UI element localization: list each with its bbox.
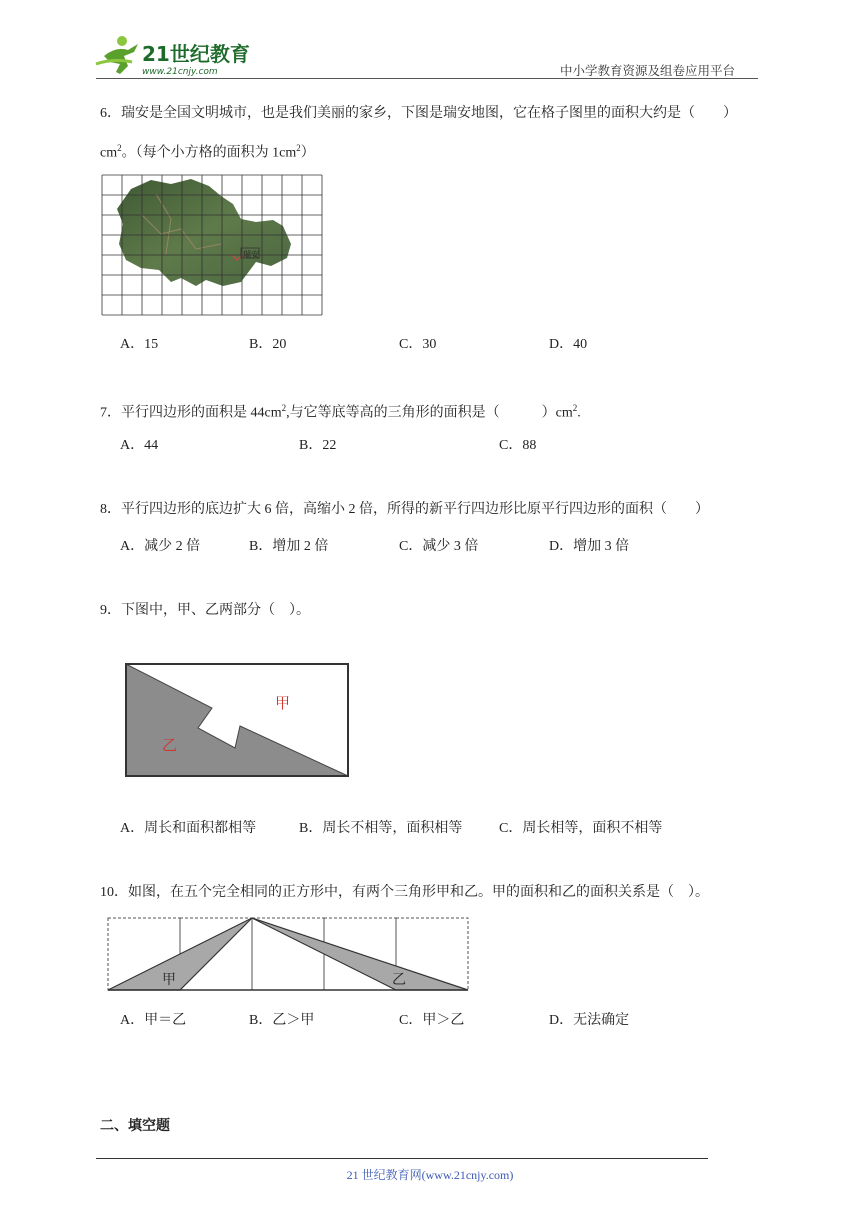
q9-figure	[120, 658, 352, 782]
q10-text: 10．如图，在五个完全相同的正方形中，有两个三角形甲和乙。甲的面积和乙的面积关系是（ ）。	[100, 885, 709, 900]
q6-option-b[interactable]: B．20	[249, 337, 287, 352]
q8-option-a[interactable]: A．减少 2 倍	[120, 539, 201, 554]
q6-map-label: 瑞安	[243, 250, 259, 259]
logo-runner-icon	[94, 34, 264, 78]
q9-option-b[interactable]: B．周长不相等，面积相等	[299, 821, 463, 836]
q10-option-c[interactable]: C．甲＞乙	[399, 1013, 465, 1028]
q8-option-d[interactable]: D．增加 3 倍	[549, 539, 630, 554]
q7-option-a[interactable]: A．44	[120, 438, 159, 453]
q10-label-yi: 乙	[392, 972, 406, 988]
q6-line2: $cm^2$。（每个小方格的面积为 $1cm^2$）	[100, 143, 315, 161]
q7-text: 7．平行四边形的面积是 $44cm^2$,与它等底等高的三角形的面积是（ ）$cm^2$.	[100, 403, 581, 421]
q9-option-c[interactable]: C．周长相等，面积不相等	[499, 821, 663, 836]
q6-option-c[interactable]: C．30	[399, 337, 437, 352]
q7-option-c[interactable]: C．88	[499, 438, 537, 453]
q10-label-jia: 甲	[162, 972, 176, 988]
q9-region-yi	[126, 664, 348, 776]
q6-option-a[interactable]: A．15	[120, 337, 159, 352]
q8-text: 8．平行四边形的底边扩大 6 倍，高缩小 2 倍，所得的新平行四边形比原平行四边形的面积（ ）	[100, 502, 709, 517]
header-platform-text: 中小学教育资源及组卷应用平台	[560, 64, 736, 78]
q9-label-jia: 甲	[275, 694, 291, 712]
q6-grid-map	[101, 174, 323, 316]
q10-figure	[104, 912, 470, 994]
footer-divider	[96, 1158, 708, 1159]
q8-option-b[interactable]: B．增加 2 倍	[249, 539, 329, 554]
q6-option-d[interactable]: D．40	[549, 337, 588, 352]
section-title-fill-in: 二、填空题	[100, 1118, 170, 1134]
q9-option-a[interactable]: A．周长和面积都相等	[120, 821, 257, 836]
q9-label-yi: 乙	[162, 736, 178, 754]
logo	[94, 34, 264, 78]
q6-line1: 6．瑞安是全国文明城市，也是我们美丽的家乡，下图是瑞安地图，它在格子图里的面积大约是（ ）	[100, 106, 737, 121]
q10-option-d[interactable]: D．无法确定	[549, 1013, 630, 1028]
logo-text: 21世纪教育	[142, 42, 250, 66]
q7-option-b[interactable]: B．22	[299, 438, 337, 453]
q10-triangle-yi	[252, 918, 468, 990]
q9-text: 9．下图中，甲、乙两部分（ ）。	[100, 603, 310, 618]
logo-url: www.21cnjy.com	[142, 67, 218, 77]
footer-text[interactable]: 21 世纪教育网(www.21cnjy.com)	[346, 1168, 514, 1182]
q10-option-b[interactable]: B．乙＞甲	[249, 1013, 315, 1028]
q8-option-c[interactable]: C．减少 3 倍	[399, 539, 479, 554]
q10-option-a[interactable]: A．甲＝乙	[120, 1013, 187, 1028]
header-divider	[96, 78, 758, 79]
